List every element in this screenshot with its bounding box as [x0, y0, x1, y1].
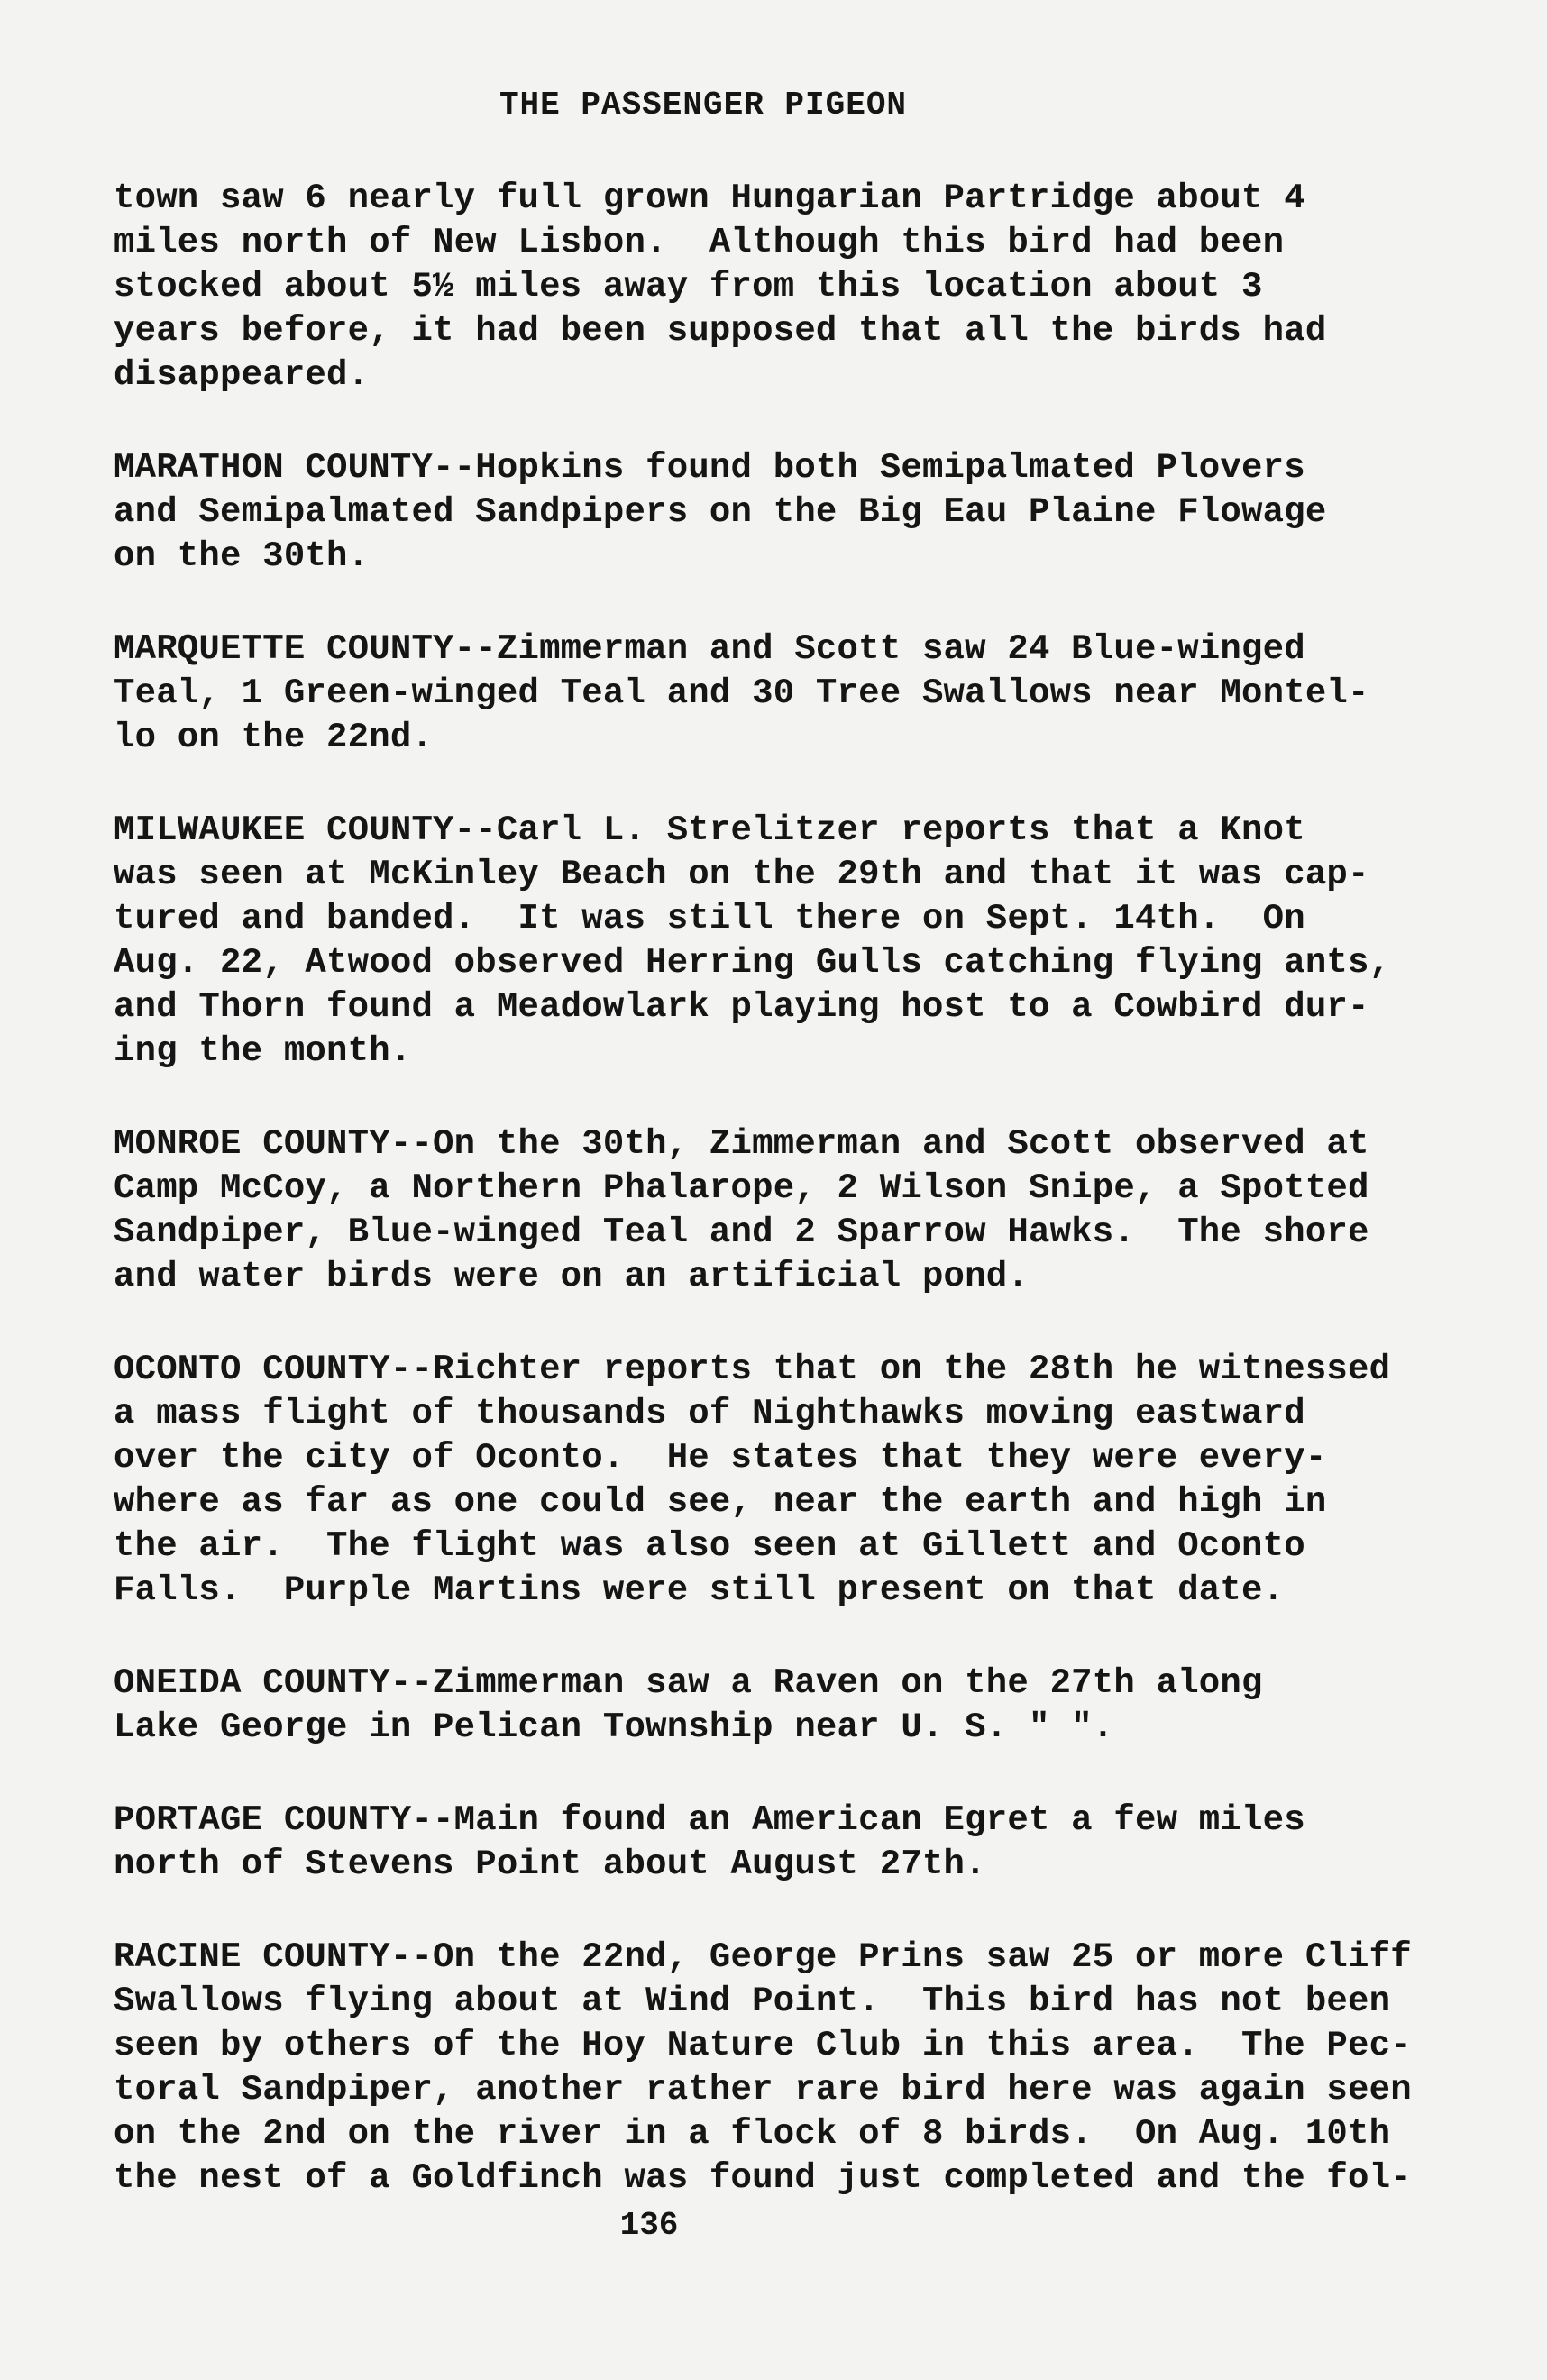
text-line: MARQUETTE COUNTY--Zimmerman and Scott saw 24 Blue-winged	[114, 629, 1305, 669]
paragraph	[114, 1348, 1466, 1613]
text-line: and Thorn found a Meadowlark playing host to a Cowbird dur-	[114, 987, 1369, 1027]
text-line: OCONTO COUNTY--Richter reports that on the 28th he witnessed	[114, 1350, 1391, 1389]
text-line: ONEIDA COUNTY--Zimmerman saw a Raven on the 27th along	[114, 1663, 1263, 1703]
text-line: the air. The flight was also seen at Gillett and Oconto	[114, 1526, 1305, 1566]
text-line: Lake George in Pelican Township near U. S. " ".	[114, 1707, 1114, 1747]
text-line: years before, it had been supposed that all the birds had	[114, 311, 1327, 351]
text-line: on the 2nd on the river in a flock of 8 birds. On Aug. 10th	[114, 2114, 1391, 2154]
text-line: and Semipalmated Sandpipers on the Big Eau Plaine Flowage	[114, 492, 1327, 532]
page-number: 136	[619, 2207, 679, 2244]
text-line: was seen at McKinley Beach on the 29th and that it was cap-	[114, 855, 1369, 894]
text-line: Teal, 1 Green-winged Teal and 30 Tree Swallows near Montel-	[114, 673, 1369, 713]
text-line: RACINE COUNTY--On the 22nd, George Prins saw 25 or more Cliff	[114, 1937, 1412, 1977]
paragraph	[114, 809, 1466, 1074]
text-line: tured and banded. It was still there on Sept. 14th. On	[114, 899, 1305, 938]
text-line: MONROE COUNTY--On the 30th, Zimmerman and Scott observed at	[114, 1124, 1369, 1164]
paragraph	[114, 1122, 1466, 1299]
text-line: stocked about 5½ miles away from this location about 3	[114, 267, 1263, 307]
text-line: the nest of a Goldfinch was found just completed and the fol-	[114, 2158, 1412, 2198]
text-line: Swallows flying about at Wind Point. This bird has not been	[114, 1982, 1391, 2021]
paragraph	[114, 1936, 1466, 2201]
text-line: Sandpiper, Blue-winged Teal and 2 Sparrow Hawks. The shore	[114, 1213, 1369, 1252]
paragraph	[114, 1661, 1466, 1750]
text-line: north of Stevens Point about August 27th.	[114, 1844, 986, 1884]
text-line: disappeared.	[114, 355, 370, 395]
text-line: ing the month.	[114, 1031, 412, 1071]
text-line: town saw 6 nearly full grown Hungarian Partridge about 4	[114, 178, 1305, 218]
text-line: lo on the 22nd.	[114, 718, 434, 757]
text-line: miles north of New Lisbon. Although this bird had been	[114, 223, 1285, 262]
text-line: on the 30th.	[114, 536, 370, 576]
text-line: over the city of Oconto. He states that they were every-	[114, 1438, 1327, 1478]
page-header: THE PASSENGER PIGEON	[499, 87, 908, 124]
paragraph	[114, 627, 1466, 760]
text-line: MILWAUKEE COUNTY--Carl L. Strelitzer reports that a Knot	[114, 810, 1305, 850]
text-line: toral Sandpiper, another rather rare bird here was again seen	[114, 2070, 1412, 2110]
text-line: Falls. Purple Martins were still present on that date.	[114, 1570, 1285, 1610]
text-line: PORTAGE COUNTY--Main found an American Egret a few miles	[114, 1800, 1305, 1840]
document-body	[114, 177, 1466, 2249]
paragraph	[114, 1799, 1466, 1887]
text-line: where as far as one could see, near the earth and high in	[114, 1482, 1327, 1522]
paragraph	[114, 177, 1466, 398]
text-line: and water birds were on an artificial pond.	[114, 1257, 1029, 1296]
text-line: Camp McCoy, a Northern Phalarope, 2 Wilson Snipe, a Spotted	[114, 1168, 1369, 1208]
text-line: seen by others of the Hoy Nature Club in this area. The Pec-	[114, 2026, 1412, 2065]
paragraph	[114, 446, 1466, 579]
text-line: Aug. 22, Atwood observed Herring Gulls catching flying ants,	[114, 943, 1391, 983]
text-line: MARATHON COUNTY--Hopkins found both Semipalmated Plovers	[114, 448, 1305, 488]
text-line: a mass flight of thousands of Nighthawks moving eastward	[114, 1394, 1305, 1433]
